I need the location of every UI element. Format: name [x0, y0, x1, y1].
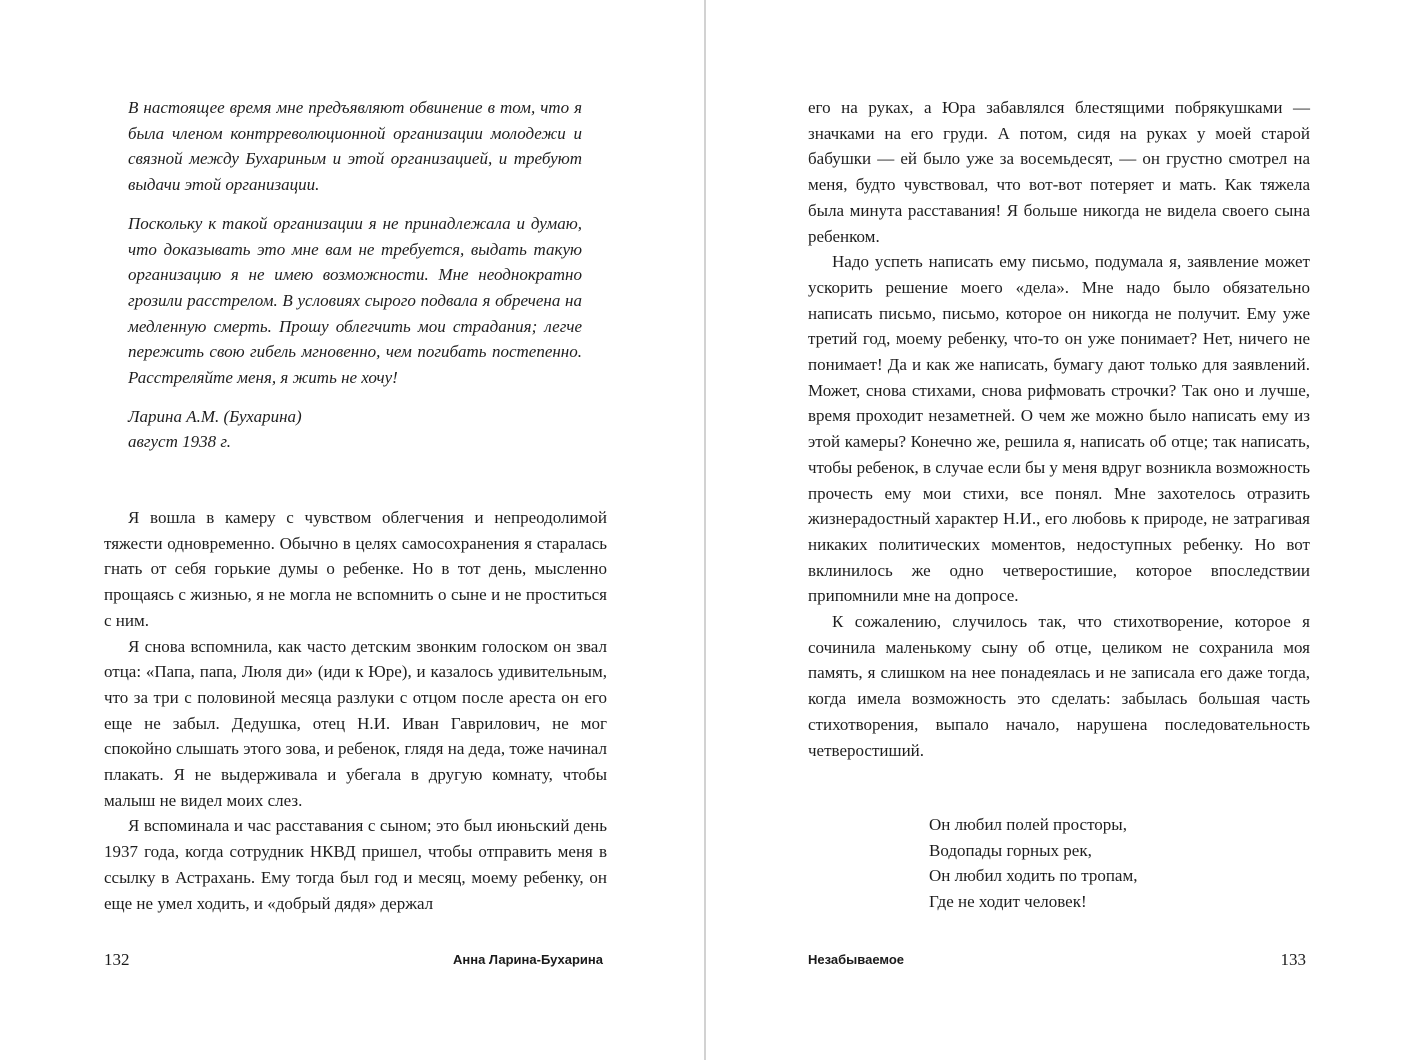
statement-paragraph: Поскольку к такой организации я не принадлежала и думаю, что доказывать это мне вам не требуется, выдать такую организацию я не имею возможности. Мне неоднократно грозили расстрелом. В условиях сырого подвала я обречена на медленную смерть. Прошу облегчить мои страдания; легче пережить свою гибель мгновенно, чем погибать постепенно. Расстреляйте меня, я жить не хочу!	[128, 213, 582, 388]
poem-line: Водопады горных рек,	[929, 840, 1092, 860]
left-body-text	[104, 505, 607, 916]
right-body-text	[808, 95, 1310, 763]
poem-line: Где не ходит человек!	[929, 892, 1087, 912]
poem-line: Он любил ходить по тропам,	[929, 866, 1138, 886]
book-gutter	[704, 0, 706, 1060]
signature-name: Ларина А.М. (Бухарина)	[128, 406, 302, 426]
body-paragraph: Я снова вспомнила, как часто детским звонким голоском он звал отца: «Папа, папа, Люля ди» (иди к Юре), и казалось удивительным, что за три с половиной месяца разлуки с отцом после ареста он его еще не забыл. Дедушка, отец Н.И. Иван Гаврилович, не мог спокойно слышать этого зова, и ребенок, глядя на деда, тоже начинал плакать. Я не выдерживала и убегала в другую комнату, чтобы малыш не видел моих слез.	[104, 636, 607, 810]
statement-signature	[128, 404, 582, 455]
left-page-number: 132	[104, 950, 130, 969]
body-paragraph-continued: его на руках, а Юра забавлялся блестящими побрякушками — значками на его груди. А потом, сидя на руках у моей старой бабушки — ей было уже за восемьдесят, — он грустно смотрел на меня, будто чувствовал, что вот-вот потеряет и мать. Как тяжела была минута расставания! Я больше никогда не видела своего сына ребенком.	[808, 98, 1310, 246]
signature-date: август 1938 г.	[128, 432, 232, 452]
statement-paragraph: В настоящее время мне предъявляют обвинение в том, что я была членом контрреволюционной организации молодежи и связной между Бухариным и этой организацией, и требуют выдачи этой организации.	[128, 98, 582, 195]
prisoner-statement	[128, 95, 582, 455]
body-paragraph: Я вспоминала и час расставания с сыном; это был июньский день 1937 года, когда сотрудник НКВД пришел, чтобы отправить меня в ссылку в Астрахань. Ему тогда был год и месяц, моему ребенку, он еще не умел ходить, и «добрый дядя» держал	[104, 816, 607, 913]
left-running-header: Анна Ларина-Бухарина	[453, 952, 603, 967]
left-page	[0, 0, 704, 1060]
poem-line: Он любил полей просторы,	[929, 815, 1127, 834]
poem-stanza	[929, 812, 1289, 915]
body-paragraph: Я вошла в камеру с чувством облегчения и непреодолимой тяжести одновременно. Обычно в целях самосохранения я старалась гнать от себя горькие думы о ребенке. Но в тот день, мысленно прощаясь с жизнью, я не могла не вспомнить о сыне и не проститься с ним.	[104, 508, 607, 630]
right-page	[707, 0, 1410, 1060]
right-running-header: Незабываемое	[808, 952, 904, 967]
body-paragraph: К сожалению, случилось так, что стихотворение, которое я сочинила маленькому сыну об отце, целиком не сохранила моя память, я слишком на нее понадеялась и не записала его даже тогда, когда имела возможность это сделать: забылась большая часть стихотворения, выпало начало, нарушена последовательность четверостиший.	[808, 612, 1310, 760]
right-page-number: 133	[1280, 950, 1306, 969]
body-paragraph: Надо успеть написать ему письмо, подумала я, заявление может ускорить решение моего «дела». Мне надо было обязательно написать письмо, письмо, которое он никогда не получит. Ему уже третий год, моему ребенку, что-то он уже понимает? Нет, ничего не понимает! Да и как же написать, бумагу дают только для заявлений. Может, снова стихами, снова рифмовать строчки? Так оно и лучше, время проходит незаметней. О чем же можно было написать ему из этой камеры? Конечно же, решила я, написать об отце; так написать, чтобы ребенок, в случае если бы у меня вдруг возникла возможность прочесть ему мои стихи, все понял. Мне захотелось отразить жизнерадостный характер Н.И., его любовь к природе, не затрагивая никаких политических моментов, недоступных ребенку. Но вот вклинилось же одно четверостишие, которое впоследствии припомнили мне на допросе.	[808, 252, 1310, 606]
